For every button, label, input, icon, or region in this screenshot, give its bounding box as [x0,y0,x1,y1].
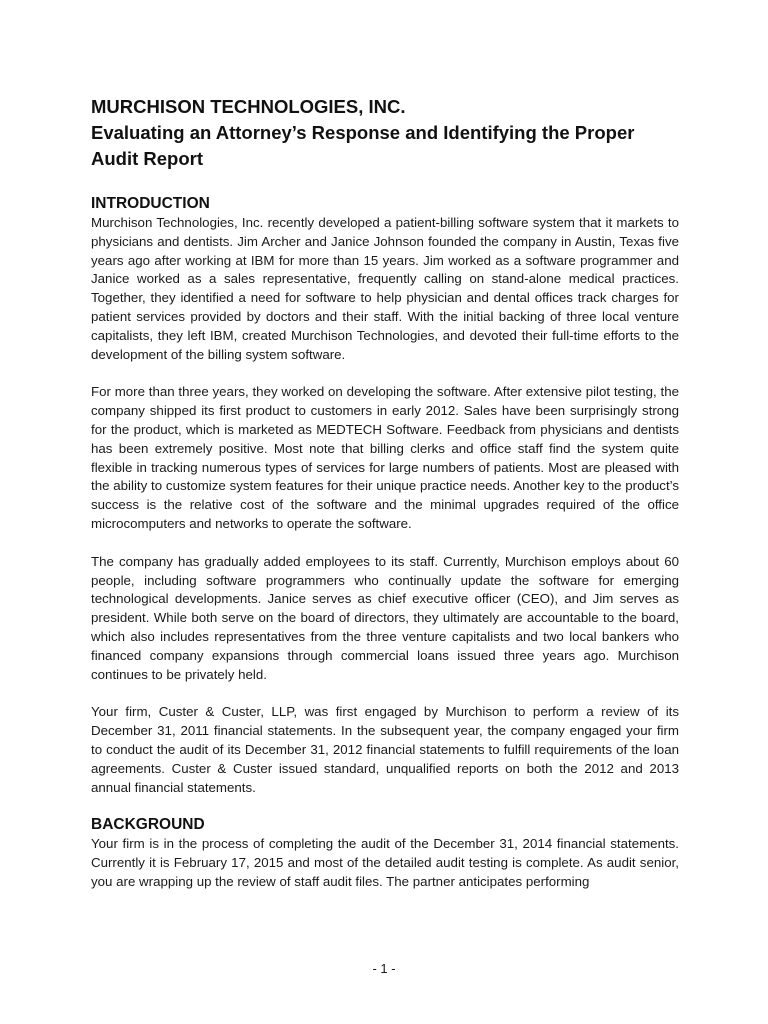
introduction-paragraph: For more than three years, they worked on developing the software. After extensive pilot testing, the company shipped its first product to customers in early 2012. Sales have been surprisingly strong for the product, which is marketed as MEDTECH Software. Feedback from physicians and dentists has been extremely positive. Most note that billing clerks and office staff find the system quite flexible in tracking numerous types of services for large numbers of patients. Most are pleased with the ability to customize system features for their unique practice needs. Another key to the product’s success is the relative cost of the software and the minimal upgrades required of the office microcomputers and networks to operate the software. [91,384,679,531]
title-company: MURCHISON TECHNOLOGIES, INC. [91,96,406,117]
title-subject: Evaluating an Attorney’s Response and Identifying the Proper Audit Report [91,122,635,169]
document-body [91,94,679,892]
page-number: - 1 - [372,961,396,976]
document-title [91,94,679,172]
introduction-heading: INTRODUCTION [91,195,210,212]
introduction-paragraph: Murchison Technologies, Inc. recently developed a patient-billing software system that it markets to physicians and dentists. Jim Archer and Janice Johnson founded the company in Austin, Texas five years ago after working at IBM for more than 15 years. Jim worked as a software programmer and Janice worked as a sales representative, frequently calling on stand-alone medical practices. Together, they identified a need for software to help physician and dental offices track charges for patient services provided by doctors and their staff. With the initial backing of three local venture capitalists, they left IBM, created Murchison Technologies, and devoted their full-time efforts to the development of the billing system software. [91,215,679,362]
introduction-paragraph: The company has gradually added employees to its staff. Currently, Murchison employs about 60 people, including software programmers who continually update the software for emerging technological developments. Janice serves as chief executive officer (CEO), and Jim serves as president. While both serve on the board of directors, they ultimately are accountable to the board, which also includes representatives from the three venture capitalists and two local bankers who financed company expansions through commercial loans issued three years ago. Murchison continues to be privately held. [91,553,679,682]
introduction-paragraph: Your firm, Custer & Custer, LLP, was first engaged by Murchison to perform a review of its December 31, 2011 financial statements. In the subsequent year, the company engaged your firm to conduct the audit of its December 31, 2012 financial statements to fulfill requirements of the loan agreements. Custer & Custer issued standard, unqualified reports on both the 2012 and 2013 annual financial statements. [91,704,679,795]
background-paragraph: Your firm is in the process of completing the audit of the December 31, 2014 financial statements. Currently it is February 17, 2015 and most of the detailed audit testing is complete. As audit senior, you are wrapping up the review of staff audit files. The partner anticipates performing [91,836,679,889]
background-heading: BACKGROUND [91,816,205,834]
